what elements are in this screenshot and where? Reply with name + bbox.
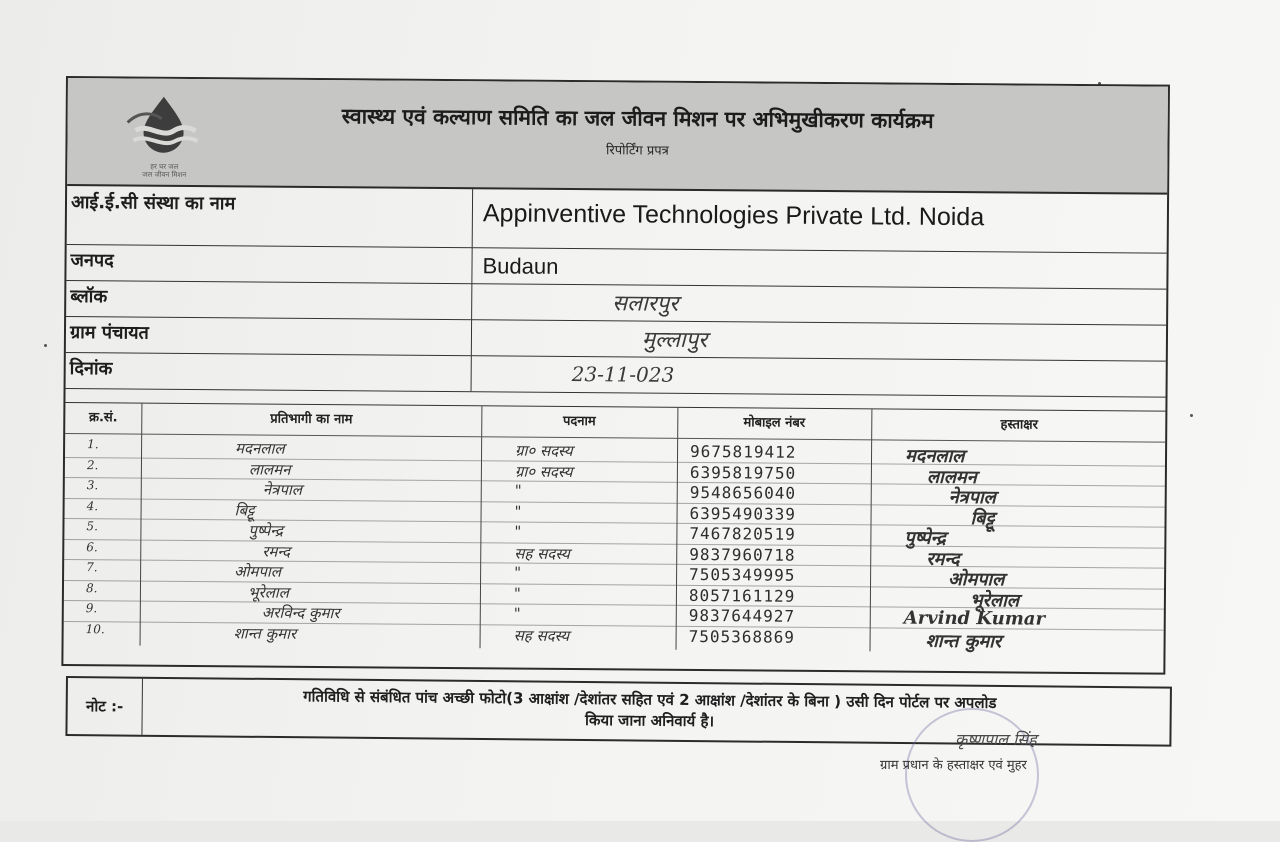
block-value-cell bbox=[471, 283, 1166, 324]
reporting-form bbox=[61, 76, 1170, 675]
row-participant-name: नेत्रपाल bbox=[262, 480, 303, 499]
column-divider bbox=[140, 404, 143, 646]
row-signature: रमन्द bbox=[926, 548, 960, 570]
district-label: जनपद bbox=[70, 250, 114, 272]
row-divider bbox=[65, 518, 1165, 528]
row-signature: मदनलाल bbox=[904, 445, 965, 468]
logo-caption bbox=[109, 162, 219, 179]
jal-jeevan-mission-logo-icon bbox=[113, 92, 214, 159]
organisation-value-cell bbox=[472, 187, 1167, 252]
row-participant-name: पुष्पेन्द्र bbox=[248, 521, 283, 540]
row-serial: 2. bbox=[86, 457, 99, 472]
column-header-signature: हस्ताक्षर bbox=[1000, 417, 1039, 433]
row-designation: " bbox=[514, 502, 522, 521]
stamp-signature: कृष्णपाल सिंह bbox=[955, 730, 1037, 749]
column-divider bbox=[480, 406, 483, 648]
row-signature: नेत्रपाल bbox=[948, 486, 996, 509]
row-participant-name: भूरेलाल bbox=[247, 582, 289, 602]
row-divider bbox=[65, 498, 1165, 508]
row-mobile-number: 8057161129 bbox=[688, 585, 796, 606]
form-subtitle: रिपोर्टिंग प्रपत्र bbox=[605, 143, 669, 159]
row-serial: 9. bbox=[85, 601, 98, 616]
row-designation: सह सदस्य bbox=[514, 544, 570, 563]
row-participant-name: शान्त कुमार bbox=[233, 623, 297, 643]
row-designation: ग्रा० सदस्य bbox=[515, 441, 573, 460]
row-serial: 8. bbox=[85, 580, 98, 595]
row-mobile-number: 7505349995 bbox=[689, 564, 796, 585]
row-signature: बिट्टू bbox=[970, 507, 995, 529]
row-participant-name: रमन्द bbox=[262, 542, 291, 561]
row-mobile-number: 7505368869 bbox=[688, 626, 796, 647]
note-label: नोट :- bbox=[67, 678, 143, 735]
row-designation: ग्रा० सदस्य bbox=[514, 462, 573, 481]
row-signature: लालमन bbox=[926, 466, 977, 488]
row-participant-name: अरविन्द कुमार bbox=[261, 603, 340, 623]
row-divider bbox=[64, 559, 1164, 569]
column-header-serial: क्र.सं. bbox=[88, 410, 118, 426]
paper-speck bbox=[44, 344, 47, 347]
row-participant-name: ओमपाल bbox=[234, 562, 282, 581]
row-serial: 7. bbox=[86, 560, 98, 575]
column-divider bbox=[870, 409, 873, 651]
row-serial: 3. bbox=[86, 478, 99, 493]
organisation-label: आई.ई.सी संस्था का नाम bbox=[70, 192, 236, 215]
form-header bbox=[67, 78, 1168, 195]
row-divider bbox=[64, 539, 1164, 549]
date-value: 23-11-023 bbox=[571, 361, 675, 387]
organisation-value: Appinventive Technologies Private Ltd. Noida bbox=[482, 199, 985, 232]
row-mobile-number: 6395490339 bbox=[689, 503, 796, 524]
column-divider bbox=[676, 408, 679, 650]
row-signature: शान्त कुमार bbox=[925, 630, 1002, 652]
row-designation: " bbox=[513, 584, 521, 603]
date-label: दिनांक bbox=[69, 358, 113, 380]
gram-panchayat-label: ग्राम पंचायत bbox=[69, 322, 149, 344]
info-row-date bbox=[66, 352, 1166, 398]
column-header-name: प्रतिभागी का नाम bbox=[270, 411, 353, 428]
row-mobile-number: 9548656040 bbox=[689, 482, 797, 503]
row-participant-name: लालमन bbox=[248, 459, 291, 479]
row-divider bbox=[65, 457, 1165, 467]
row-serial: 6. bbox=[86, 539, 98, 554]
row-signature: भूरेलाल bbox=[969, 589, 1020, 612]
district-value: Budaun bbox=[482, 253, 559, 279]
row-serial: 5. bbox=[86, 519, 98, 534]
row-mobile-number: 9675819412 bbox=[689, 441, 797, 462]
form-title: स्वास्थ्य एवं कल्याण समिति का जल जीवन मिशन पर अभिमुखीकरण कार्यक्रम bbox=[341, 104, 934, 133]
pradhan-signature-caption: ग्राम प्रधान के हस्ताक्षर एवं मुहर bbox=[880, 758, 1027, 773]
row-designation: सह सदस्य bbox=[513, 626, 570, 645]
row-serial: 1. bbox=[87, 437, 99, 452]
block-label: ब्लॉक bbox=[70, 286, 108, 308]
column-header-designation: पदनाम bbox=[562, 413, 596, 430]
row-mobile-number: 6395819750 bbox=[689, 462, 797, 483]
paper-speck bbox=[1190, 414, 1193, 417]
gram-panchayat-value-cell bbox=[471, 319, 1166, 360]
row-participant-name: मदनलाल bbox=[235, 439, 285, 458]
row-designation: " bbox=[514, 563, 522, 582]
row-mobile-number: 9837960718 bbox=[689, 544, 796, 565]
row-participant-name: बिट्टू bbox=[234, 500, 255, 519]
block-value: सलारपुर bbox=[612, 291, 679, 317]
participants-table bbox=[64, 402, 1166, 654]
note-text-line1: गतिविधि से संबंधित पांच अच्छी फोटो(3 आक्षांश /देशांतर सहित एवं 2 आक्षांश /देशांतर के बिना ) उसी दिन पोर्टल पर अपलोड bbox=[303, 687, 997, 712]
row-designation: " bbox=[513, 604, 521, 623]
date-value-cell bbox=[471, 355, 1166, 396]
row-divider bbox=[65, 477, 1165, 487]
gram-panchayat-value: मुल्लापुर bbox=[641, 327, 708, 354]
district-value-cell bbox=[471, 247, 1166, 288]
logo-caption-line1: हर घर जल bbox=[150, 162, 179, 171]
logo-caption-line2: जल जीवन मिशन bbox=[142, 170, 187, 179]
row-designation: " bbox=[514, 481, 522, 500]
row-designation: " bbox=[514, 522, 522, 541]
info-row-organisation bbox=[67, 184, 1167, 254]
note-text-line2: किया जाना अनिवार्य है। bbox=[584, 710, 715, 731]
row-signature: Arvind Kumar bbox=[903, 607, 1046, 630]
row-signature: पुष्पेन्द्र bbox=[904, 527, 946, 549]
row-signature: ओमपाल bbox=[947, 568, 1005, 591]
row-serial: 10. bbox=[85, 621, 105, 636]
row-mobile-number: 7467820519 bbox=[689, 523, 796, 544]
row-serial: 4. bbox=[86, 498, 99, 513]
row-mobile-number: 9837644927 bbox=[688, 605, 796, 626]
column-header-mobile: मोबाइल नंबर bbox=[743, 415, 806, 431]
